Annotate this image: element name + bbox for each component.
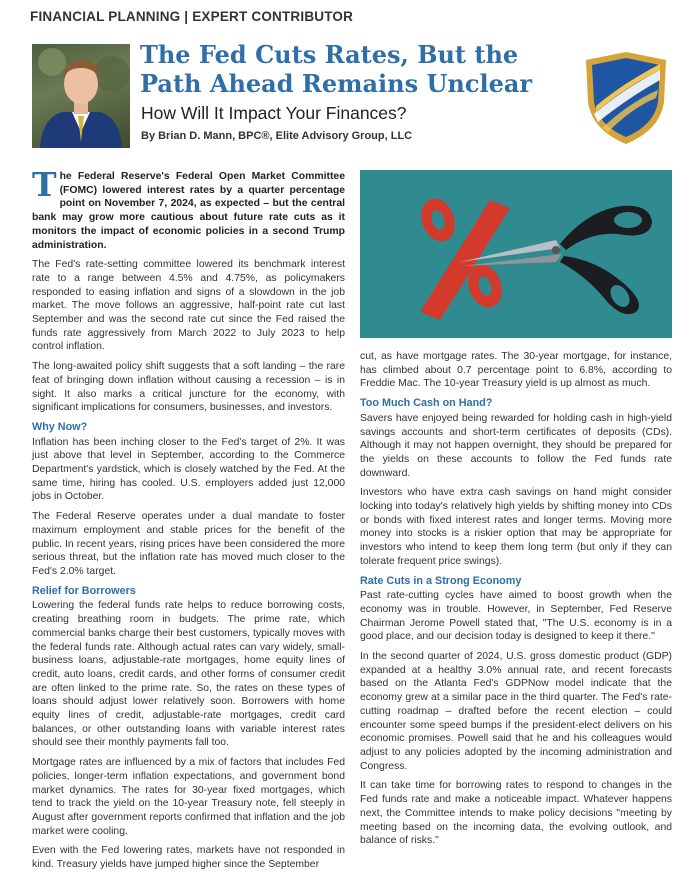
left-column bbox=[32, 165, 345, 878]
subheading-relief-for-borrowers: Relief for Borrowers bbox=[32, 584, 136, 597]
author-photo bbox=[32, 44, 130, 148]
paragraph: The Fed's rate-setting committee lowered its benchmark interest rate to a range between 4.5% and 4.75%, as policymakers responded to easing inflation and signs of a slowdown in the job market. The move follows an aggressive, half-point rate cut last September and was the second rate cut since the Fed raised the funds rate aggressively from March 2022 to July 2023 to help control inflation. bbox=[32, 259, 345, 353]
right-column bbox=[360, 350, 672, 854]
drop-cap: T bbox=[32, 165, 57, 204]
paragraph: Investors who have extra cash savings on hand might consider locking into today's relatively high yields by shifting money into CDs or bonds with fixed interest rates and longer terms. Moving more money into stocks is a riskier option that may be appropriate for investors who intend to keep them long term (but only if they can tolerate frequent price swings). bbox=[360, 487, 672, 567]
paragraph: Lowering the federal funds rate helps to reduce borrowing costs, creating breathing room in budgets. The prime rate, which commercial banks charge their best customers, typically moves with the federal funds rate. Although actual rates can vary widely, small-business loans, adjustable-rate mortgages, home equity lines of credit, auto loans, credit cards, and other forms of consumer credit are often linked to the prime rate. So, the rates on these types of loans should adjust lower relatively soon. Borrowers with home equity lines of credit, adjustable-rate mortgages, credit card balances, or other outstanding loans with variable interest rates should see their monthly payments fall too. bbox=[32, 600, 345, 749]
lead-paragraph bbox=[32, 165, 345, 252]
subheading-too-much-cash: Too Much Cash on Hand? bbox=[360, 397, 493, 410]
subheading-why-now: Why Now? bbox=[32, 420, 88, 433]
paragraph: Mortgage rates are influenced by a mix of factors that includes Fed policies, longer-term inflation expectations, and government bond market dynamics. The rates for 30-year fixed mortgages, which tend to track the yield on the 10-year Treasury note, fell steeply in August after government reports confirmed that inflation and the job market were cooling. bbox=[32, 757, 345, 837]
article-subtitle: How Will It Impact Your Finances? bbox=[141, 103, 407, 123]
paragraph: Even with the Fed lowering rates, markets have not responded in kind. Treasury yields have jumped higher since the September bbox=[32, 845, 345, 871]
lead-text: he Federal Reserve's Federal Open Market Committee (FOMC) lowered interest rates by a quarter percentage point on November 7, 2024, as expected – but the central bank may grow more cautious about future rate cuts as it monitors the impact of economic policies in a second Trump administration. bbox=[32, 171, 345, 251]
scissors-cutting-percent-icon bbox=[360, 170, 672, 338]
shield-logo-icon bbox=[582, 50, 670, 146]
article-title: The Fed Cuts Rates, But the Path Ahead Remains Unclear bbox=[140, 40, 533, 98]
paragraph: The Federal Reserve operates under a dual mandate to foster maximum employment and stable prices for the benefit of the public. In recent years, rising prices have been considered the more serious threat, but the inflation rate has moved much closer to the Fed's 2.0% target. bbox=[32, 511, 345, 577]
section-header: FINANCIAL PLANNING | EXPERT CONTRIBUTOR bbox=[30, 9, 354, 24]
paragraph: The long-awaited policy shift suggests that a soft landing – the rare feat of bringing down inflation without causing a recession – is in sight. It also marks a critical juncture for the economy, with significant implications for consumers, businesses, and investors. bbox=[32, 361, 345, 414]
subheading-rate-cuts-strong-economy: Rate Cuts in a Strong Economy bbox=[360, 574, 522, 587]
paragraph: cut, as have mortgage rates. The 30-year mortgage, for instance, has climbed about 0.7 percentage point to 6.8%, according to Freddie Mac. The 10-year Treasury yield is up almost as much. bbox=[360, 351, 672, 390]
paragraph: It can take time for borrowing rates to respond to changes in the Fed funds rate and make a noticeable impact. Whatever happens next, the Committee intends to make policy decisions "meeting by meeting based on the incoming data, the evolving outlook, and balance of risks." bbox=[360, 780, 672, 847]
paragraph: Inflation has been inching closer to the Fed's target of 2%. It was just above that level in September, according to the Commerce Department's yardstick, which is closely watched by the Fed. At the same time, hiring has cooled. U.S. employers added just 12,000 jobs in October. bbox=[32, 436, 345, 503]
paragraph: Savers have enjoyed being rewarded for holding cash in high-yield savings accounts and short-term certificates of deposits (CDs). Although it may not happen overnight, they should be prepared for the yields on these accounts to follow the Fed funds rate downward. bbox=[360, 412, 672, 479]
paragraph: In the second quarter of 2024, U.S. gross domestic product (GDP) expanded at a healthy 3.0% annual rate, and recent forecasts based on the Atlanta Fed's GDPNow model indicate that the economy grew at a similar pace in the third quarter. The Fed's rate-cutting roadmap – drafted before the recent election – could encounter some speed bumps if the president-elect delivers on his economic promises. Powell said that he and his colleagues would adjust to any policies adopted by the incoming administration and Congress. bbox=[360, 651, 672, 772]
article-byline: By Brian D. Mann, BPC®, Elite Advisory Group, LLC bbox=[141, 130, 413, 142]
paragraph: Past rate-cutting cycles have aimed to boost growth when the economy was in trouble. However, in September, Fed Reserve Chairman Jerome Powell stated that, "The U.S. economy is in a good place, and our decision today is designed to keep it there." bbox=[360, 590, 672, 643]
